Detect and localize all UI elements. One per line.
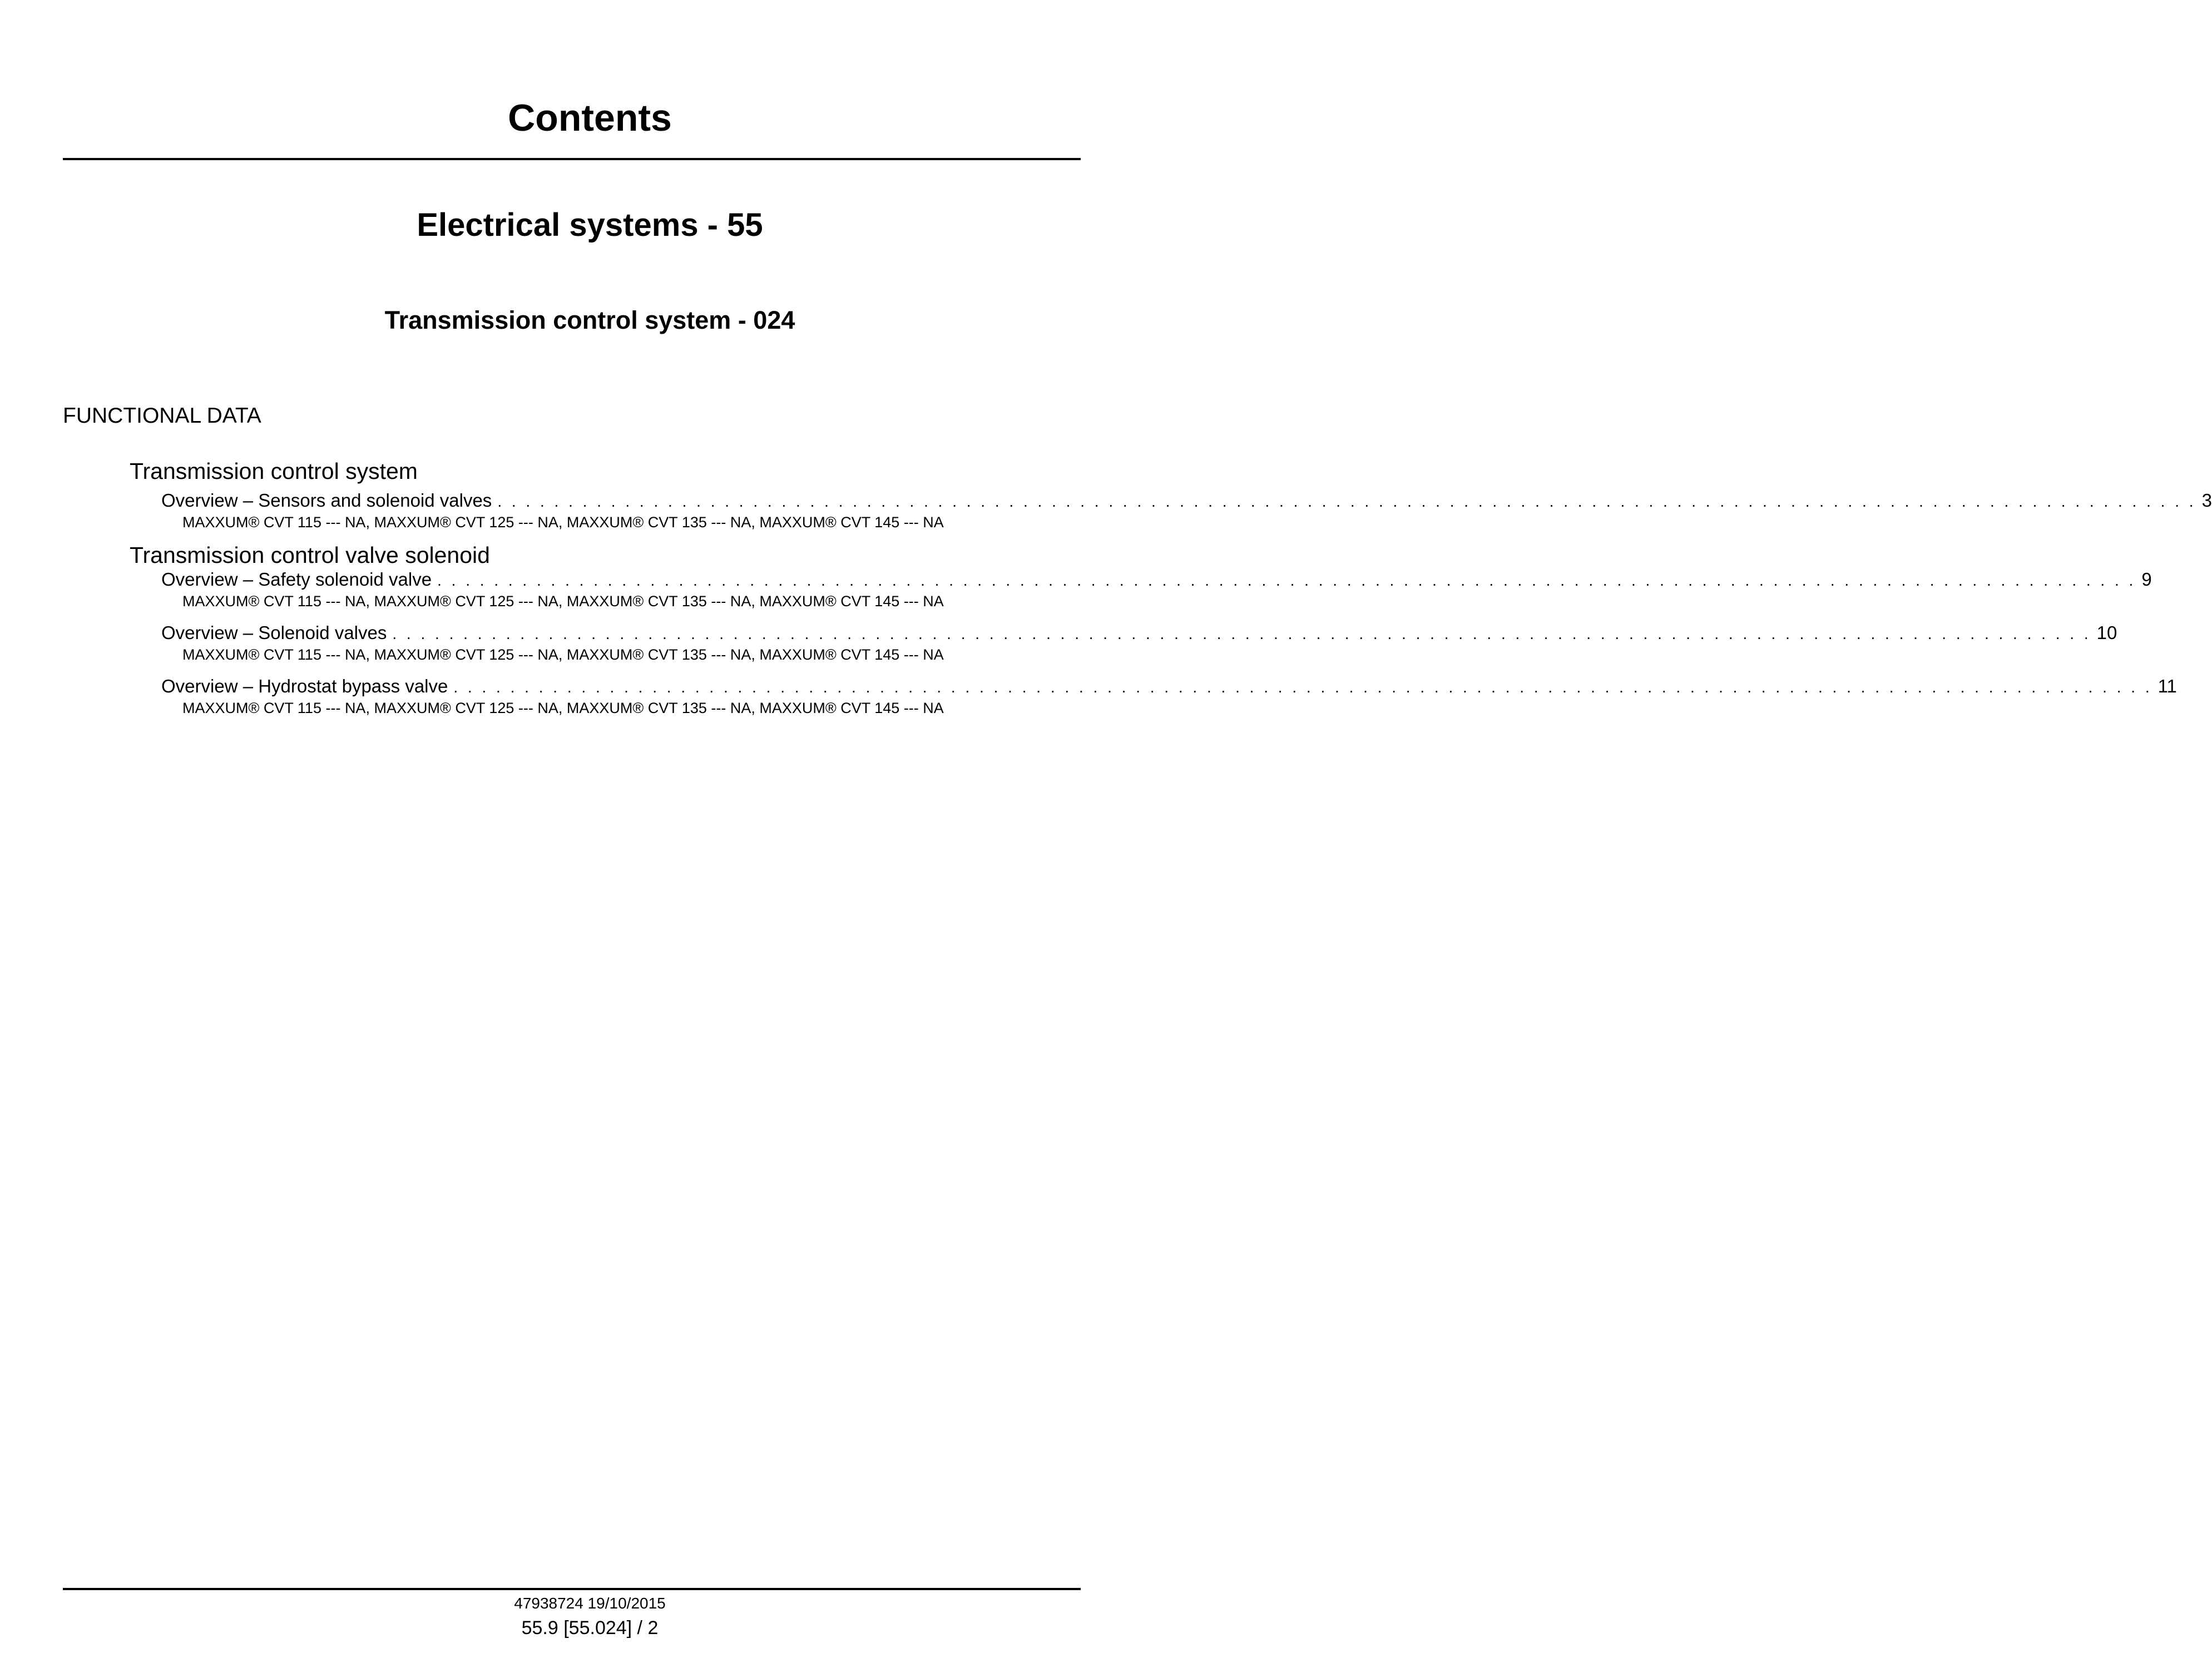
- toc-entry-hydrostat-bypass-valve[interactable]: [161, 675, 2177, 699]
- dot-leader: . . . . . . . . . . . . . . . . . . . . . . . . . . . . . . . . . . . . . . . . . . . . . . . . . . . . . . . . . . . . . . . . . . . . . . . . . . . . . . . . . . . . . . . . . . . . . . . . . . . . . . . . . . . . . . . . . . . . . . . .: [392, 625, 2091, 642]
- page-title: Contents: [508, 97, 672, 139]
- toc-entry-page: 9: [2141, 569, 2152, 590]
- toc-entry-models: MAXXUM® CVT 115 --- NA, MAXXUM® CVT 125 --- NA, MAXXUM® CVT 135 --- NA, MAXXUM® CVT 145 --- NA: [182, 646, 944, 663]
- toc-entry-title: Overview – Safety solenoid valve: [161, 569, 432, 590]
- header-divider: [63, 158, 1081, 160]
- toc-entry-models: MAXXUM® CVT 115 --- NA, MAXXUM® CVT 125 --- NA, MAXXUM® CVT 135 --- NA, MAXXUM® CVT 145 --- NA: [182, 700, 944, 716]
- toc-entry-title: Overview – Solenoid valves: [161, 622, 387, 643]
- toc-entry-page: 10: [2096, 622, 2117, 643]
- toc-entry-page: 11: [2157, 676, 2177, 696]
- toc-entry-models: MAXXUM® CVT 115 --- NA, MAXXUM® CVT 125 --- NA, MAXXUM® CVT 135 --- NA, MAXXUM® CVT 145 --- NA: [182, 514, 944, 531]
- dot-leader: . . . . . . . . . . . . . . . . . . . . . . . . . . . . . . . . . . . . . . . . . . . . . . . . . . . . . . . . . . . . . . . . . . . . . . . . . . . . . . . . . . . . . . . . . . . . . . . . . . . . . . . . . . . . . . . . . . . . . . . .: [497, 493, 2196, 510]
- chapter-title: Electrical systems - 55: [417, 207, 763, 243]
- toc-entry-page: 3: [2201, 490, 2212, 511]
- toc-entry-title: Overview – Sensors and solenoid valves: [161, 490, 492, 511]
- group-title-transmission-control-valve-solenoid: Transmission control valve solenoid: [130, 542, 490, 568]
- section-title: Transmission control system - 024: [384, 306, 795, 334]
- group-title-transmission-control-system: Transmission control system: [130, 458, 418, 484]
- toc-entry-models: MAXXUM® CVT 115 --- NA, MAXXUM® CVT 125 --- NA, MAXXUM® CVT 135 --- NA, MAXXUM® CVT 145 --- NA: [182, 593, 944, 610]
- footer-document-reference: 47938724 19/10/2015: [514, 1595, 666, 1612]
- toc-entry-safety-solenoid-valve[interactable]: [161, 568, 2152, 592]
- footer-divider: [63, 1588, 1081, 1590]
- toc-entry-title: Overview – Hydrostat bypass valve: [161, 676, 448, 696]
- dot-leader: . . . . . . . . . . . . . . . . . . . . . . . . . . . . . . . . . . . . . . . . . . . . . . . . . . . . . . . . . . . . . . . . . . . . . . . . . . . . . . . . . . . . . . . . . . . . . . . . . . . . . . . . . . . . . . . . . . . . . . . .: [437, 572, 2136, 589]
- toc-entry-sensors-and-solenoid-valves[interactable]: [161, 489, 2212, 513]
- category-heading: FUNCTIONAL DATA: [63, 404, 261, 428]
- toc-entry-solenoid-valves[interactable]: [161, 622, 2117, 645]
- footer-page-reference: 55.9 [55.024] / 2: [521, 1617, 659, 1639]
- dot-leader: . . . . . . . . . . . . . . . . . . . . . . . . . . . . . . . . . . . . . . . . . . . . . . . . . . . . . . . . . . . . . . . . . . . . . . . . . . . . . . . . . . . . . . . . . . . . . . . . . . . . . . . . . . . . . . . . . . . . . . . .: [453, 679, 2152, 696]
